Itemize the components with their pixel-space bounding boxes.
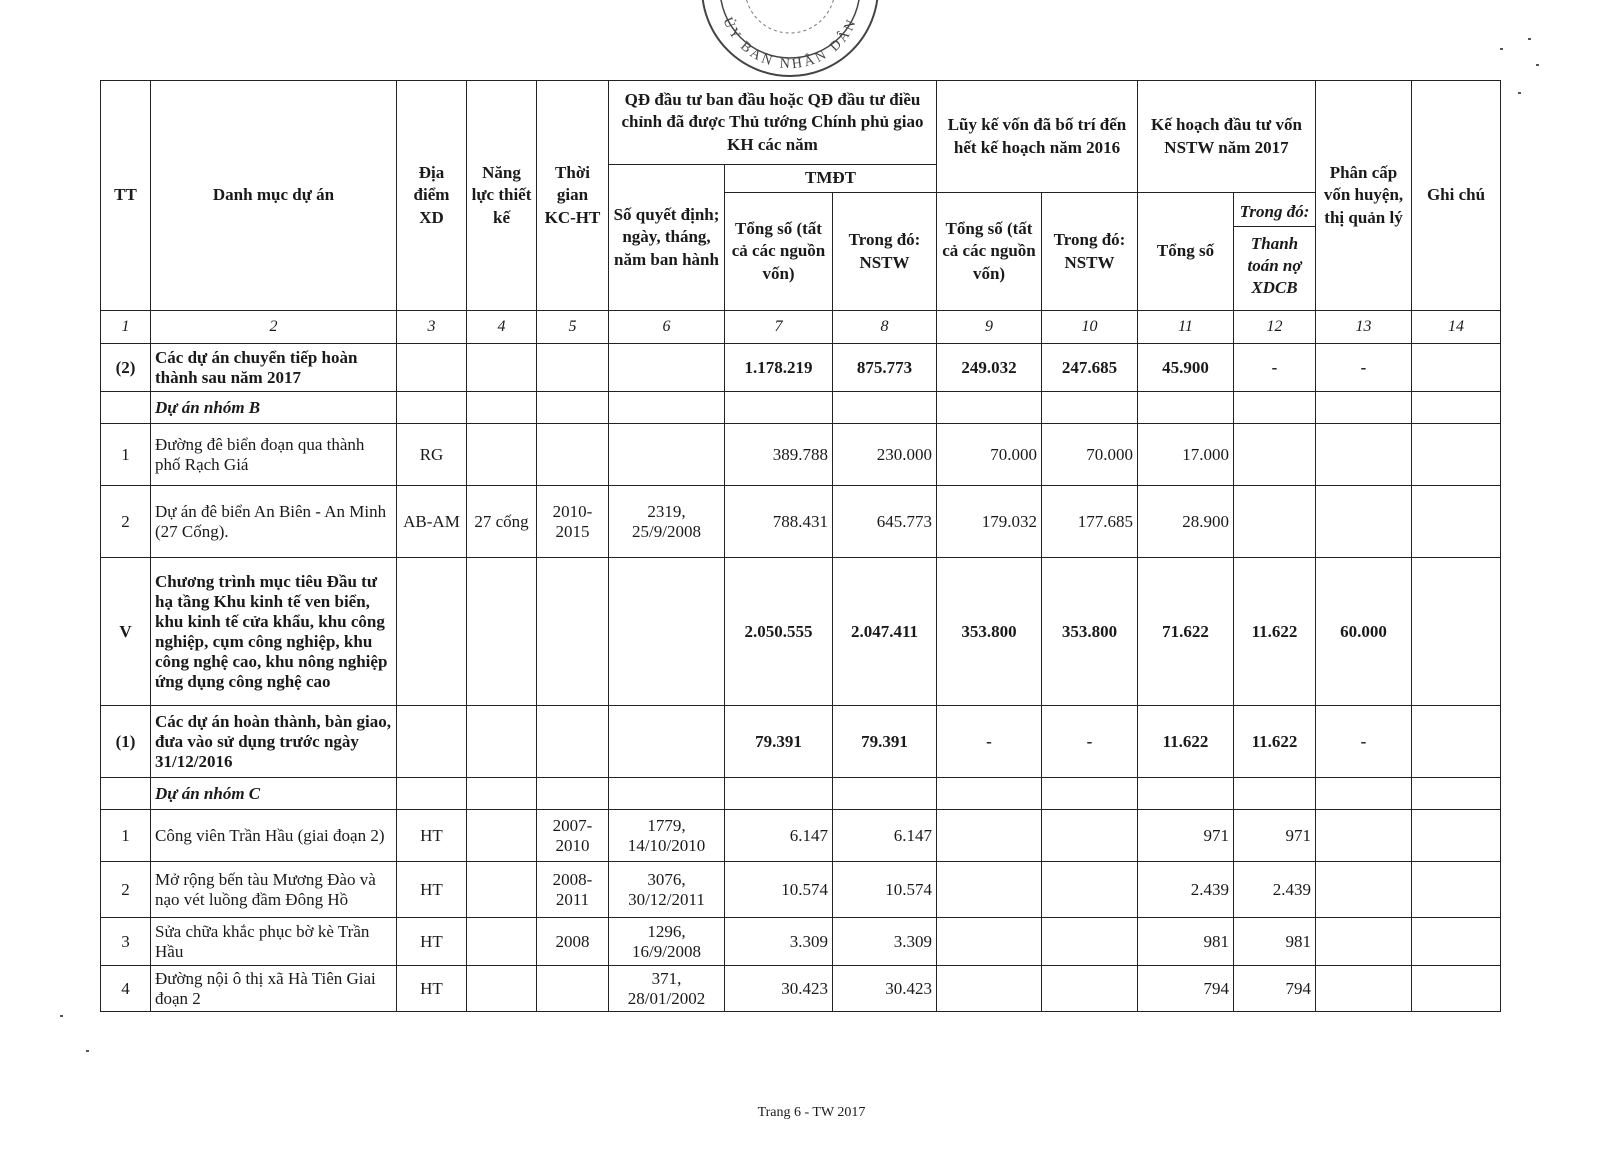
cell-name: Các dự án hoàn thành, bàn giao, đưa vào sử dụng trước ngày 31/12/2016 [151,706,397,778]
cell-v14 [1412,918,1501,966]
cell-v9: 353.800 [937,558,1042,706]
column-index-row [101,311,1501,344]
table-row [101,966,1501,1012]
cell-v9: 249.032 [937,344,1042,392]
cell-v9: - [937,706,1042,778]
table-row [101,810,1501,862]
cell-name: Công viên Trần Hầu (giai đoạn 2) [151,810,397,862]
cell-v14 [1412,966,1501,1012]
cell-v10 [1042,966,1138,1012]
cell-time [537,558,609,706]
header-luy-ke-tong-so: Tổng số (tất cả các nguồn vốn) [937,193,1042,311]
header-phan-cap: Phân cấp vốn huyện, thị quản lý [1316,81,1412,311]
column-index: 12 [1234,311,1316,344]
cell-v10 [1042,810,1138,862]
table-header [101,81,1501,311]
cell-v7: 1.178.219 [725,344,833,392]
cell-loc [397,392,467,424]
cell-v7: 30.423 [725,966,833,1012]
table-row [101,706,1501,778]
cell-v12 [1234,424,1316,486]
cell-qd [609,424,725,486]
cell-loc [397,558,467,706]
cell-v7: 6.147 [725,810,833,862]
cell-v12: 794 [1234,966,1316,1012]
cell-qd: 1779, 14/10/2010 [609,810,725,862]
table-row [101,344,1501,392]
cell-v13 [1316,810,1412,862]
column-index: 1 [101,311,151,344]
table-row [101,392,1501,424]
cell-v12: 11.622 [1234,706,1316,778]
cell-v14 [1412,558,1501,706]
cell-cap [467,424,537,486]
cell-qd [609,706,725,778]
cell-qd: 1296, 16/9/2008 [609,918,725,966]
cell-time [537,706,609,778]
cell-qd [609,778,725,810]
svg-text:ỦY BAN NHÂN DÂN: ỦY BAN NHÂN DÂN [719,15,861,73]
cell-v11 [1138,392,1234,424]
cell-v13 [1316,392,1412,424]
cell-v8: 645.773 [833,486,937,558]
cell-v14 [1412,424,1501,486]
cell-tt [101,392,151,424]
cell-v10: 177.685 [1042,486,1138,558]
cell-v7: 2.050.555 [725,558,833,706]
cell-cap [467,392,537,424]
cell-name: Đường đê biển đoạn qua thành phố Rạch Giá [151,424,397,486]
cell-v9 [937,778,1042,810]
cell-v12: 981 [1234,918,1316,966]
cell-loc: HT [397,966,467,1012]
header-ke-hoach: Kế hoạch đầu tư vốn NSTW năm 2017 [1138,81,1316,193]
cell-time: 2008 [537,918,609,966]
header-tmdt-nstw: Trong đó: NSTW [833,193,937,311]
cell-v9: 179.032 [937,486,1042,558]
cell-v7: 389.788 [725,424,833,486]
cell-loc: HT [397,862,467,918]
cell-name: Dự án nhóm C [151,778,397,810]
table-body [101,311,1501,1012]
cell-cap [467,344,537,392]
cell-qd [609,344,725,392]
cell-v14 [1412,810,1501,862]
cell-loc [397,344,467,392]
table-row [101,862,1501,918]
cell-v8: 3.309 [833,918,937,966]
cell-cap: 27 cống [467,486,537,558]
header-tmdt: TMĐT [725,165,937,193]
cell-cap [467,918,537,966]
cell-v14 [1412,344,1501,392]
header-nang-luc: Năng lực thiết kế [467,81,537,311]
cell-v10 [1042,392,1138,424]
header-trong-do: Trong đó: [1234,198,1315,227]
cell-tt: 1 [101,424,151,486]
table-row [101,486,1501,558]
cell-v9: 70.000 [937,424,1042,486]
cell-v9 [937,810,1042,862]
cell-loc [397,706,467,778]
header-dia-diem: Địa điểm XD [397,81,467,311]
cell-v11: 71.622 [1138,558,1234,706]
column-index: 5 [537,311,609,344]
cell-v13 [1316,424,1412,486]
cell-v10: 247.685 [1042,344,1138,392]
cell-qd: 371, 28/01/2002 [609,966,725,1012]
cell-v7: 10.574 [725,862,833,918]
cell-v8: 79.391 [833,706,937,778]
cell-v11: 981 [1138,918,1234,966]
cell-v8 [833,392,937,424]
cell-v13: 60.000 [1316,558,1412,706]
cell-v8: 875.773 [833,344,937,392]
column-index: 13 [1316,311,1412,344]
cell-v8: 2.047.411 [833,558,937,706]
cell-tt: 2 [101,486,151,558]
cell-tt: (2) [101,344,151,392]
cell-v12 [1234,392,1316,424]
header-ke-hoach-tong-so: Tổng số [1138,193,1234,311]
header-trong-do-cell [1234,193,1316,311]
cell-time [537,966,609,1012]
cell-v12: 2.439 [1234,862,1316,918]
cell-v11: 28.900 [1138,486,1234,558]
cell-v9 [937,862,1042,918]
cell-v9 [937,966,1042,1012]
table-row [101,778,1501,810]
table-row [101,558,1501,706]
column-index: 4 [467,311,537,344]
header-so-qd: Số quyết định; ngày, tháng, năm ban hành [609,165,725,311]
header-tt: TT [101,81,151,311]
column-index: 6 [609,311,725,344]
cell-v14 [1412,706,1501,778]
header-thoi-gian: Thời gian KC-HT [537,81,609,311]
cell-time [537,392,609,424]
cell-v12: - [1234,344,1316,392]
cell-v9 [937,392,1042,424]
cell-v10 [1042,778,1138,810]
cell-v11: 11.622 [1138,706,1234,778]
cell-v12: 971 [1234,810,1316,862]
cell-tt: 4 [101,966,151,1012]
column-index: 10 [1042,311,1138,344]
cell-time [537,424,609,486]
header-thanh-toan-no: Thanh toán nợ XDCB [1247,233,1302,298]
cell-v13 [1316,486,1412,558]
cell-loc: HT [397,918,467,966]
investment-plan-table [100,80,1501,1012]
cell-tt: 2 [101,862,151,918]
cell-v12: 11.622 [1234,558,1316,706]
cell-v7 [725,392,833,424]
cell-tt: 1 [101,810,151,862]
column-index: 8 [833,311,937,344]
cell-loc: RG [397,424,467,486]
official-seal-stamp [690,0,890,78]
cell-v13: - [1316,706,1412,778]
cell-loc [397,778,467,810]
table-row [101,918,1501,966]
cell-v8: 30.423 [833,966,937,1012]
cell-name: Các dự án chuyển tiếp hoàn thành sau năm 2017 [151,344,397,392]
cell-v7: 788.431 [725,486,833,558]
header-luy-ke: Lũy kế vốn đã bố trí đến hết kế hoạch năm 2016 [937,81,1138,193]
cell-time: 2008-2011 [537,862,609,918]
header-ghi-chu: Ghi chú [1412,81,1501,311]
cell-name: Chương trình mục tiêu Đầu tư hạ tầng Khu kinh tế ven biển, khu kinh tế cửa khẩu, khu công nghiệp, cụm công nghiệp, khu công nghệ cao, khu nông nghiệp ứng dụng công nghệ cao [151,558,397,706]
cell-v7: 79.391 [725,706,833,778]
cell-loc: AB-AM [397,486,467,558]
cell-name: Mở rộng bến tàu Mương Đào và nạo vét luồng đầm Đông Hồ [151,862,397,918]
cell-v13 [1316,918,1412,966]
cell-cap [467,558,537,706]
cell-tt: 3 [101,918,151,966]
cell-v13 [1316,966,1412,1012]
cell-cap [467,778,537,810]
cell-v8 [833,778,937,810]
cell-name: Đường nội ô thị xã Hà Tiên Giai đoạn 2 [151,966,397,1012]
cell-tt: V [101,558,151,706]
cell-v10 [1042,918,1138,966]
cell-v7: 3.309 [725,918,833,966]
cell-v13 [1316,862,1412,918]
cell-time: 2007-2010 [537,810,609,862]
cell-v14 [1412,392,1501,424]
cell-tt [101,778,151,810]
cell-name: Dự án đê biển An Biên - An Minh (27 Cống). [151,486,397,558]
cell-v8: 230.000 [833,424,937,486]
column-index: 2 [151,311,397,344]
cell-qd [609,558,725,706]
cell-v14 [1412,862,1501,918]
cell-v10: 353.800 [1042,558,1138,706]
cell-name: Dự án nhóm B [151,392,397,424]
cell-v12 [1234,778,1316,810]
cell-time: 2010-2015 [537,486,609,558]
column-index: 11 [1138,311,1234,344]
cell-v11: 17.000 [1138,424,1234,486]
cell-v10: 70.000 [1042,424,1138,486]
cell-v13: - [1316,344,1412,392]
header-luy-ke-nstw: Trong đó: NSTW [1042,193,1138,311]
cell-qd [609,392,725,424]
column-index: 7 [725,311,833,344]
cell-v13 [1316,778,1412,810]
cell-v14 [1412,486,1501,558]
cell-v11: 45.900 [1138,344,1234,392]
cell-v8: 10.574 [833,862,937,918]
column-index: 14 [1412,311,1501,344]
cell-v10: - [1042,706,1138,778]
cell-time [537,778,609,810]
header-danh-muc: Danh mục dự án [151,81,397,311]
cell-qd: 2319, 25/9/2008 [609,486,725,558]
cell-qd: 3076, 30/12/2011 [609,862,725,918]
cell-cap [467,966,537,1012]
table-row [101,424,1501,486]
cell-time [537,344,609,392]
cell-cap [467,706,537,778]
cell-tt: (1) [101,706,151,778]
cell-name: Sửa chữa khắc phục bờ kè Trần Hầu [151,918,397,966]
cell-v11: 794 [1138,966,1234,1012]
cell-v11: 971 [1138,810,1234,862]
cell-loc: HT [397,810,467,862]
cell-v10 [1042,862,1138,918]
cell-v11 [1138,778,1234,810]
column-index: 3 [397,311,467,344]
cell-v12 [1234,486,1316,558]
cell-cap [467,862,537,918]
cell-v9 [937,918,1042,966]
page-footer: Trang 6 - TW 2017 [757,1105,866,1120]
cell-v14 [1412,778,1501,810]
cell-v11: 2.439 [1138,862,1234,918]
column-index: 9 [937,311,1042,344]
cell-cap [467,810,537,862]
header-tmdt-tong-so: Tổng số (tất cả các nguồn vốn) [725,193,833,311]
cell-v8: 6.147 [833,810,937,862]
cell-v7 [725,778,833,810]
header-qd-group: QĐ đầu tư ban đầu hoặc QĐ đầu tư điều chỉnh đã được Thủ tướng Chính phủ giao KH các năm [609,81,937,165]
